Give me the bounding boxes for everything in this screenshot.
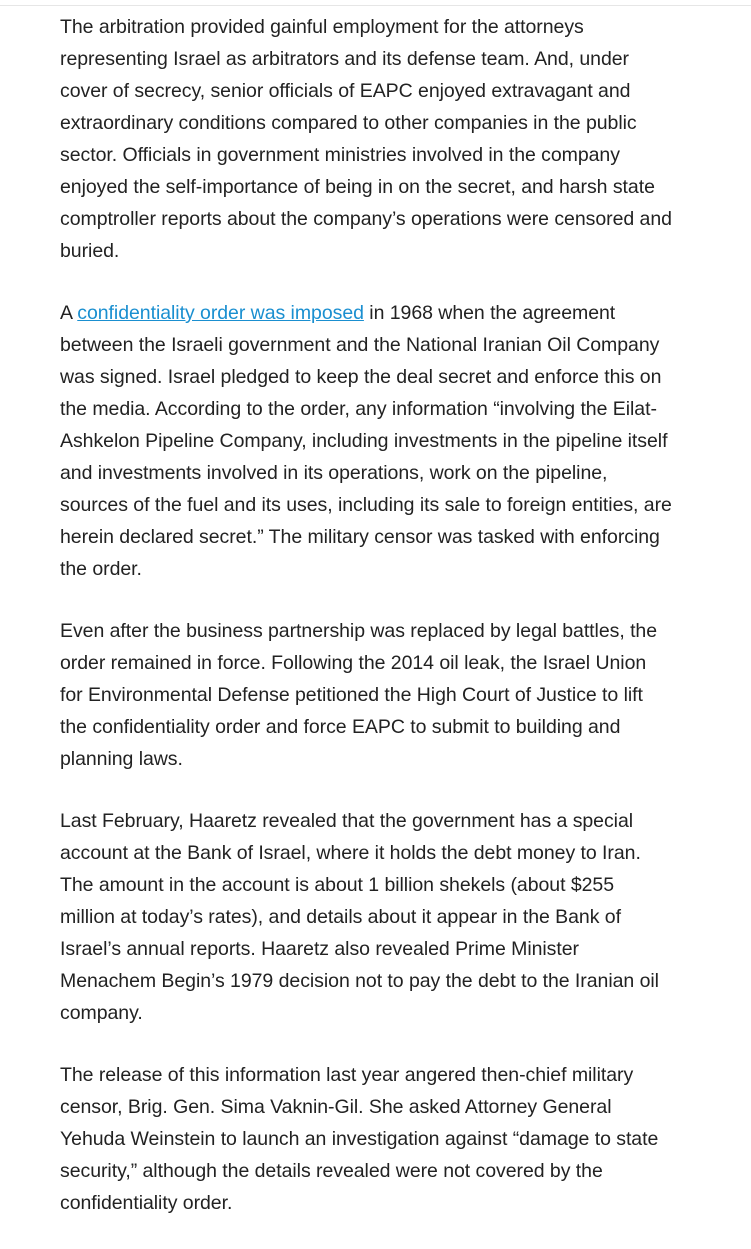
- paragraph-confidentiality-order: [60, 297, 672, 585]
- top-divider: [0, 0, 751, 6]
- paragraph-military-censor: The release of this information last year angered then-chief military censor, Brig. Gen. Sima Vaknin-Gil. She asked Attorney General Yehuda Weinstein to launch an investigation against “damage to state security,” although the details revealed were not covered by the confidentiality order.: [60, 1064, 659, 1214]
- paragraph-lead-text: A: [60, 302, 78, 324]
- paragraph-arbitration: The arbitration provided gainful employment for the attorneys representing Israel as arbitrators and its defense team. And, under cover of secrecy, senior officials of EAPC enjoyed extravagant and extraordinary conditions compared to other companies in the public sector. Officials in government ministries involved in the company enjoyed the self-importance of being in on the secret, and harsh state comptroller reports about the company’s operations were censored and buried.: [60, 16, 672, 262]
- confidentiality-order-link[interactable]: confidentiality order was imposed: [77, 302, 364, 324]
- paragraph-legal-battles: Even after the business partnership was replaced by legal battles, the order remained in force. Following the 2014 oil leak, the Israel Union for Environmental Defense petitioned the High Court of Justice to lift the confidentiality order and force EAPC to submit to building and planning laws.: [60, 620, 658, 770]
- paragraph-bank-of-israel: Last February, Haaretz revealed that the government has a special account at the Bank of Israel, where it holds the debt money to Iran. The amount in the account is about 1 billion shekels (about $255 million at today’s rates), and details about it appear in the Bank of Israel’s annual reports. Haaretz also revealed Prime Minister Menachem Begin’s 1979 decision not to pay the debt to the Iranian oil company.: [60, 810, 659, 1024]
- article-body: [60, 11, 672, 1249]
- paragraph-continuation-text: in 1968 when the agreement between the Israeli government and the National Iranian Oil Company was signed. Israel pledged to keep the deal secret and enforce this on the media. According to the order, any information “involving the Eilat-Ashkelon Pipeline Company, including investments in the pipeline itself and investments involved in its operations, work on the pipeline, sources of the fuel and its uses, including its sale to foreign entities, are herein declared secret.” The military censor was tasked with enforcing the order.: [60, 302, 672, 580]
